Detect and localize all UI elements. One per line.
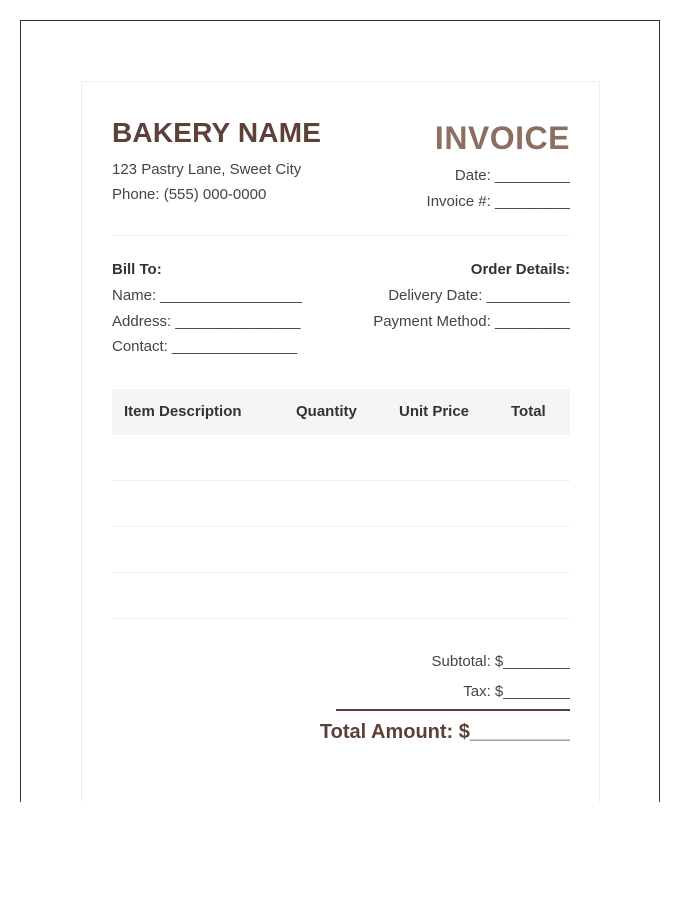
payment-method-field: Payment Method: _________ — [373, 313, 570, 330]
bill-to-contact-field: Contact: _______________ — [112, 338, 298, 355]
delivery-date-field: Delivery Date: __________ — [388, 287, 570, 304]
column-header-unit-price: Unit Price — [399, 403, 470, 420]
invoice-title: INVOICE — [434, 120, 570, 156]
bill-to-address-field: Address: _______________ — [112, 313, 301, 330]
invoice-number-field: Invoice #: _________ — [426, 193, 570, 210]
table-row — [112, 480, 570, 481]
bill-to-name-field: Name: _________________ — [112, 287, 303, 304]
header-divider — [112, 235, 570, 236]
total-amount-field: Total Amount: $_________ — [319, 721, 570, 743]
order-details-heading: Order Details: — [470, 261, 570, 278]
total-divider — [336, 709, 570, 711]
bakery-phone: Phone: (555) 000-0000 — [112, 186, 267, 203]
column-header-item-description: Item Description — [124, 403, 242, 420]
bakery-address: 123 Pastry Lane, Sweet City — [112, 161, 302, 178]
column-header-quantity: Quantity — [296, 403, 357, 420]
table-row — [112, 526, 570, 527]
bill-to-heading: Bill To: — [112, 261, 162, 278]
tax-field: Tax: $________ — [463, 683, 570, 700]
table-row — [112, 618, 570, 619]
column-header-total: Total — [511, 403, 546, 420]
table-row — [112, 572, 570, 573]
subtotal-field: Subtotal: $________ — [431, 653, 570, 670]
bakery-name: BAKERY NAME — [112, 117, 322, 148]
invoice-date-field: Date: _________ — [454, 167, 570, 184]
